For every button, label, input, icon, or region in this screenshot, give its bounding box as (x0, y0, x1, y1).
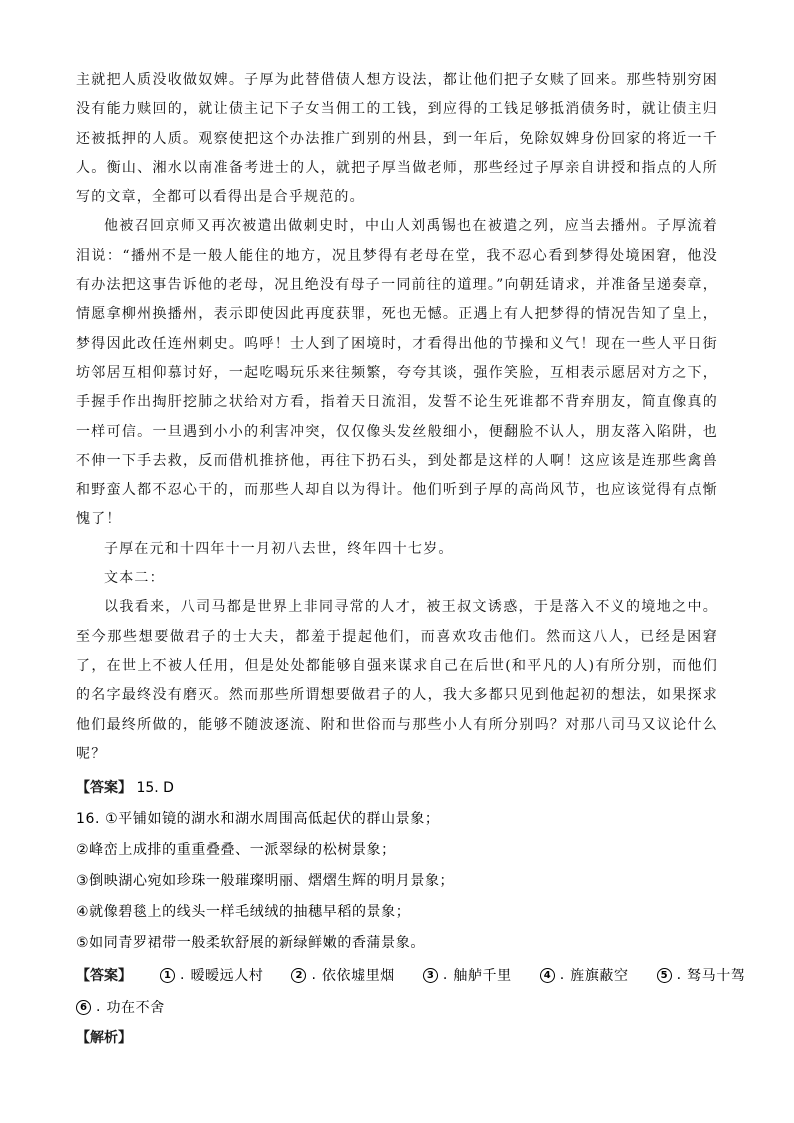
analysis-label: 【解析】 (76, 1030, 132, 1047)
text-two-heading: 文本二： (104, 570, 165, 587)
analysis-line (76, 1023, 718, 1054)
circled-number-icon: 2 (291, 968, 306, 983)
q16-item-3: ③倒映湖心宛如珍珠一般璀璨明丽、熠熠生辉的明月景象； (76, 873, 455, 890)
answer-label: 【答案】 (76, 780, 132, 797)
document-page (76, 66, 746, 1054)
q16-item-1: 16. ①平铺如镜的湖水和湖水周围高低起伏的群山景象； (76, 811, 440, 828)
circled-number-icon: 4 (540, 968, 555, 983)
q16-item-4: ④就像碧毯上的线头一样毛绒绒的抽穗早稻的景象； (76, 904, 411, 921)
fill-answer-6: 6 . 功在不舍 (76, 997, 165, 1017)
answer-17-line (76, 959, 746, 991)
answer-15-text: 15. D (136, 780, 174, 797)
fill-answer-2: 2 . 依依墟里烟 (291, 965, 394, 985)
passage-paragraph-1: 主就把人质没收做奴婢。子厚为此替借债人想方设法，都让他们把子女赎了回来。那些特别穷困没有能力赎回的，就让债主记下子女当佣工的工钱，到应得的工钱足够抵消债务时，就让债主归还被抵押的人质。观察使把这个办法推广到别的州县，到一年后，免除奴婢身份回家的将近一千人。衡山、湘水以南准备考进士的人，就把子厚当做老师，那些经过子厚亲自讲授和指点的人所写的文章，全都可以看得出是合乎规范的。 (76, 72, 718, 206)
q16-item-5: ⑤如同青罗裙带一般柔软舒展的新绿鲜嫩的香蒲景象。 (76, 935, 425, 952)
fill-answer-3: 3 . 舳舻千里 (423, 965, 512, 985)
fill-answer-4: 4 . 旌旗蔽空 (540, 965, 629, 985)
answer-15-line (76, 773, 718, 804)
fill-answer-1: 1 . 暧暧远人村 (160, 965, 263, 985)
circled-number-icon: 6 (76, 1000, 91, 1015)
circled-number-icon: 3 (423, 968, 438, 983)
answers-section (76, 773, 746, 1054)
circled-number-icon: 5 (657, 968, 672, 983)
answer-17-line-2 (76, 991, 718, 1023)
circled-number-icon: 1 (160, 968, 175, 983)
passage-paragraph-3: 子厚在元和十四年十一月初八去世，终年四十七岁。 (104, 540, 454, 557)
passage-paragraph-2: 他被召回京师又再次被遣出做刺史时，中山人刘禹锡也在被遣之列，应当去播州。子厚流着泪说：“播州不是一般人能住的地方，况且梦得有老母在堂，我不忍心看到梦得处境困窘，他没有办法把这事告诉他的老母，况且绝没有母子一同前往的道理。”向朝廷请求，并准备呈递奏章，情愿拿柳州换播州，表示即使因此再度获罪，死也无憾。正遇上有人把梦得的情况告知了皇上，梦得因此改任连州刺史。呜呼！士人到了困境时，才看得出他的节操和义气！现在一些人平日街坊邻居互相仰慕讨好，一起吃喝玩乐来往频繁，夸夸其谈，强作笑脸，互相表示愿居对方之下，手握手作出掏肝挖肺之状给对方看，指着天日流泪，发誓不论生死谁都不背弃朋友，简直像真的一样可信。一旦遇到小小的利害冲突，仅仅像头发丝般细小，便翻脸不认人，朋友落入陷阱，也不伸一下手去救，反而借机推挤他，再往下扔石头，到处都是这样的人啊！这应该是连那些禽兽和野蛮人都不忍心干的，而那些人却自以为得计。他们听到子厚的高尚风节，也应该觉得有点惭愧了！ (76, 218, 718, 528)
answer-label: 【答案】 (76, 968, 132, 985)
passage-paragraph-5: 以我看来，八司马都是世界上非同寻常的人才，被王叔文诱惑，于是落入不义的境地之中。至今那些想要做君子的士大夫，都羞于提起他们，而喜欢攻击他们。然而这八人，已经是困窘了，在世上不被人任用，但是处处都能够自强来谋求自己在后世(和平凡的人)有所分别，而他们的名字最终没有磨灭。然而那些所谓想要做君子的人，我大多都只见到他起初的想法，如果探求他们最终所做的，能够不随波逐流、附和世俗而与那些小人有所分别吗？对那八司马又议论什么呢？ (76, 599, 718, 762)
fill-answer-5: 5 . 驽马十驾 (657, 965, 746, 985)
q16-item-2: ②峰峦上成排的重重叠叠、一派翠绿的松树景象； (76, 842, 396, 859)
